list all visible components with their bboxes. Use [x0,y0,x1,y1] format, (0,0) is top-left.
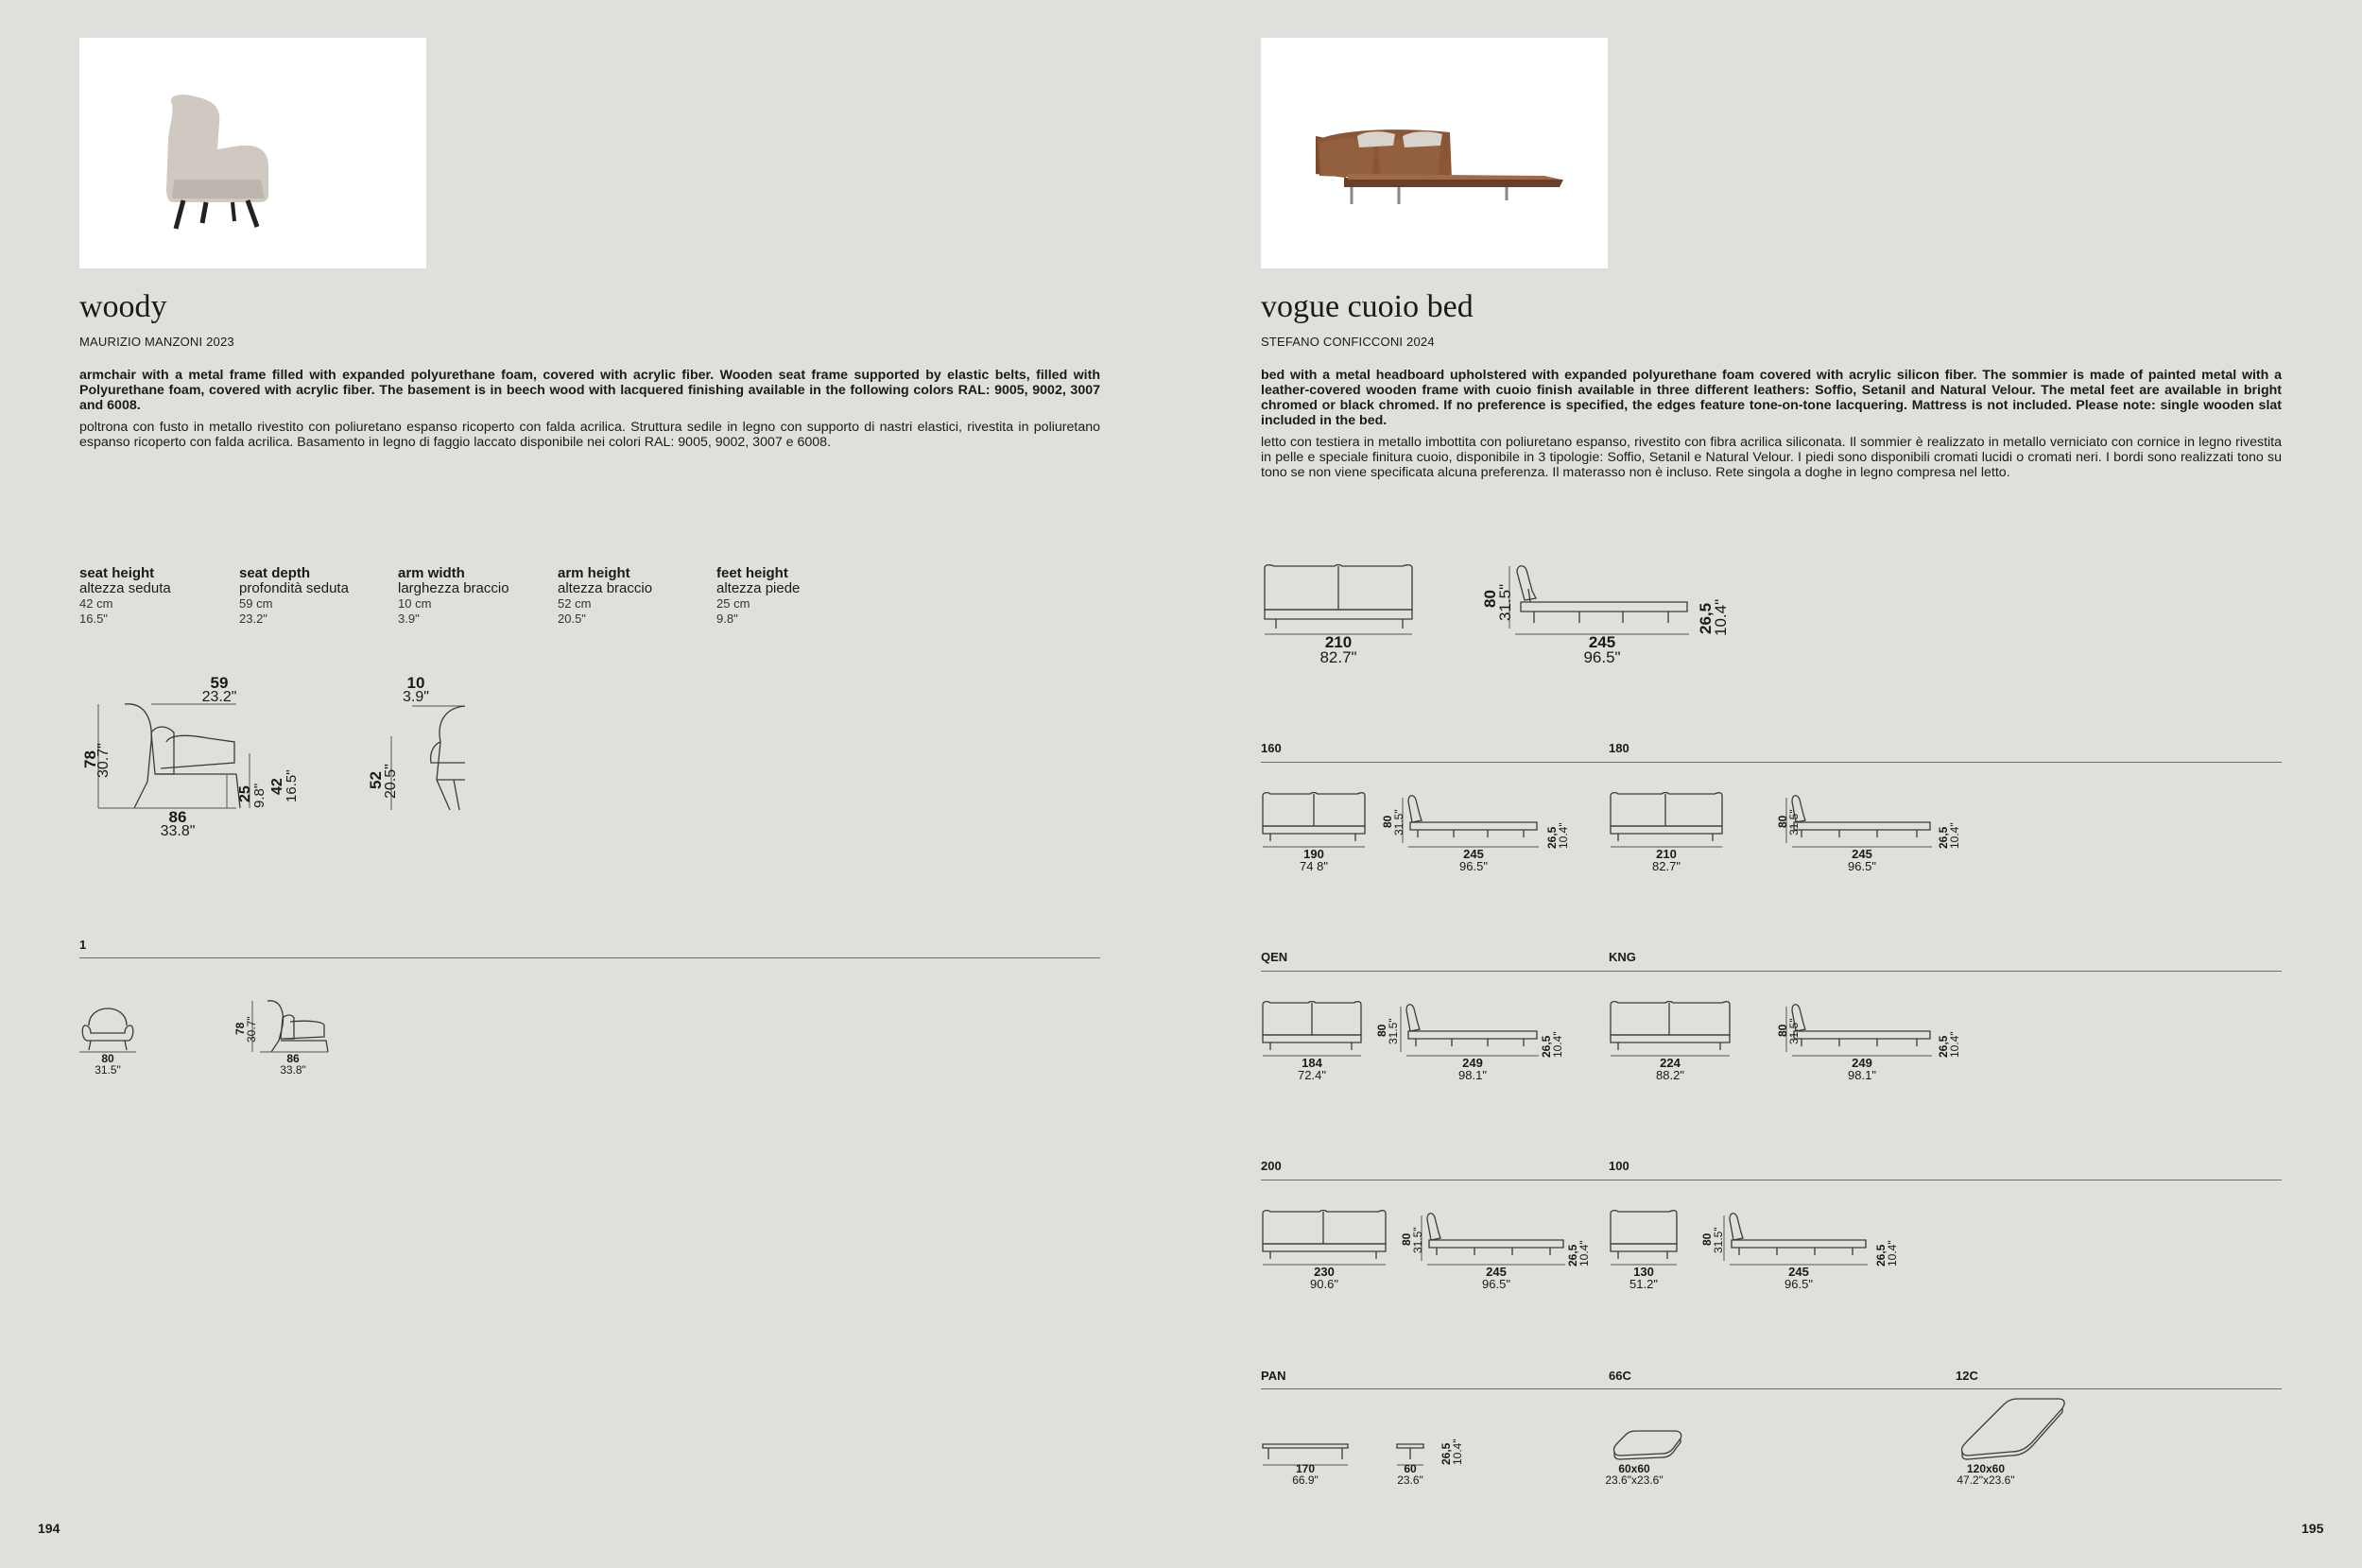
bed-variant-200 [1261,1210,1601,1304]
head-height-in: 31.5" [1496,583,1514,621]
c12-size-cm: 120x60 [1966,1462,2006,1475]
designer-credit: MAURIZIO MANZONI 2023 [79,335,234,349]
side-height-cm: 26,5 [1937,826,1950,849]
length-cm: 245 [1463,847,1484,861]
length-in: 98.1" [1458,1068,1487,1082]
side-height-in: 10.4" [1557,822,1570,849]
depth-in: 33.8" [280,1063,306,1077]
description-english: armchair with a metal frame filled with expanded polyurethane foam, covered with acrylic fiber. Wooden seat frame supported by elastic belts, filled with Polyurethane foam, covered with acrylic fiber. The basement is in beech wood with lacquered finishing available in the following colors RAL: 9005, 9002, 3007 and 6008. [79,368,1100,413]
length-cm: 249 [1462,1056,1483,1070]
spec-seat-depth [239,566,349,627]
height-cm: 78 [81,750,99,768]
spec-cm: 42 cm [79,596,113,611]
length-in: 96.5" [1784,1277,1813,1291]
head-height-in: 31.5" [1387,1018,1400,1044]
seat-height-cm: 42 [269,778,285,795]
length-cm: 245 [1588,633,1616,651]
pan-height-in: 10.4" [1451,1439,1464,1465]
bed-variant-160 [1261,792,1601,887]
cushion-12c-diagram [1953,1395,2076,1493]
bed-variant-180 [1609,792,1961,887]
head-height-cm: 80 [1400,1232,1413,1246]
bed-front-diagram [1261,562,1422,676]
armchair-side-icon [232,997,331,1082]
head-height-cm: 80 [1776,815,1789,828]
armchair-front-icon [79,997,136,1082]
head-height-cm: 80 [1481,590,1499,608]
side-height-cm: 26,5 [1937,1035,1950,1058]
head-height-cm: 80 [1700,1232,1714,1246]
width-in: 74 8" [1300,859,1328,873]
spec-inches: 3.9" [398,612,420,626]
width-cm: 210 [1324,633,1353,651]
width-cm: 210 [1656,847,1677,861]
side-height-in: 10.4" [1948,822,1961,849]
bed-photo [1261,38,1608,268]
height-cm: 78 [233,1022,247,1035]
side-height-in: 10.4" [1886,1240,1899,1266]
product-title: woody [79,289,167,324]
bed-variant-kng [1609,1001,1961,1095]
c66-size-in: 23.6"x23.6" [1605,1473,1664,1487]
feet-height-cm: 25 [237,785,253,802]
height-in: 30.7" [245,1016,258,1042]
section-label: 66C [1609,1369,1631,1383]
section-label: KNG [1609,950,1636,964]
spec-label: feet height [716,565,788,581]
length-in: 96.5" [1459,859,1488,873]
length-cm: 245 [1788,1265,1809,1279]
head-height-in: 31.5" [1712,1227,1725,1253]
spec-label: arm height [558,565,630,581]
length-cm: 249 [1852,1056,1872,1070]
pan-depth-cm: 60 [1404,1462,1417,1475]
spec-arm-width [398,566,509,627]
section-label: QEN [1261,950,1288,964]
section-label: 160 [1261,741,1282,755]
c66-size-cm: 60x60 [1618,1462,1650,1475]
head-height-in: 31.5" [1411,1227,1424,1253]
spec-sublabel: profondità seduta [239,580,349,596]
spec-sublabel: altezza piede [716,580,801,596]
bed-side-diagram [1479,562,1753,676]
length-in: 96.5" [1583,648,1621,666]
width-cm: 190 [1303,847,1324,861]
spec-label: arm width [398,565,465,581]
bed-variant-100 [1609,1210,1921,1304]
length-in: 98.1" [1848,1068,1876,1082]
width-cm: 184 [1302,1056,1322,1070]
description-italian: letto con testiera in metallo imbottita con poliuretano espanso, rivestito con fibra acrilica siliconata. Il sommier è realizzato in metallo verniciato con cornice in legno rivestita in pelle e speciale finitura cuoio, disponibile in 3 tipologie: Soffio, Setanil e Natural Velour. I piedi sono disponibili cromati lucidi o cromati neri. I bordi sono realizzati tono su tono se non viene specificata alcuna preferenza. Il materasso non è incluso. Rete singola a doghe in legno compresa nel letto. [1261,435,2282,480]
depth-top-in: 23.2" [201,689,237,705]
depth-cm: 86 [286,1052,300,1065]
designer-credit: STEFANO CONFICCONI 2024 [1261,335,1435,349]
section-label: 1 [79,938,87,952]
width-in: 31.5" [95,1063,121,1077]
width-in: 72.4" [1298,1068,1326,1082]
side-height-in: 10.4" [1948,1031,1961,1058]
depth-cm: 86 [168,808,187,826]
section-label: 100 [1609,1159,1629,1173]
arm-height-cm: 52 [367,771,385,789]
spec-inches: 20.5" [558,612,586,626]
spec-cm: 10 cm [398,596,432,611]
side-height-cm: 26,5 [1540,1035,1553,1058]
width-in: 82.7" [1319,648,1357,666]
feet-height-in: 9.8" [251,783,267,808]
bed-variant-qen [1261,1001,1601,1095]
section-label: 200 [1261,1159,1282,1173]
side-height-cm: 26,5 [1697,602,1715,634]
side-height-cm: 26,5 [1545,826,1559,849]
spec-label: seat depth [239,565,311,581]
head-height-in: 31.5" [1787,1018,1801,1044]
spec-seat-height [79,566,171,627]
length-cm: 245 [1486,1265,1507,1279]
page-number: 194 [38,1521,60,1536]
spec-arm-height [558,566,652,627]
spec-cm: 25 cm [716,596,750,611]
depth-top-cm: 59 [210,674,229,692]
spec-feet-height [716,566,800,627]
description-italian: poltrona con fusto in metallo rivestito con poliuretano espanso ricoperto con falda acrilica. Struttura sedile in legno con supporto di nastri elastici, rivestita in poliuretano espanso ricoperto con falda acrilica. Basamento in legno di faggio laccato disponibile nei colori RAL: 9005, 9002, 3007 e 6008. [79,420,1100,450]
width-cm: 130 [1633,1265,1654,1279]
section-label: PAN [1261,1369,1286,1383]
depth-in: 33.8" [160,823,196,839]
width-cm: 224 [1660,1056,1681,1070]
head-height-in: 31.5" [1787,809,1801,836]
width-cm: 230 [1314,1265,1335,1279]
width-in: 88.2" [1656,1068,1684,1082]
width-in: 51.2" [1629,1277,1658,1291]
spec-inches: 23.2" [239,612,267,626]
side-height-in: 10.4" [1551,1031,1564,1058]
spec-cm: 52 cm [558,596,592,611]
head-height-cm: 80 [1776,1024,1789,1037]
height-in: 30.7" [95,743,112,778]
armchair-photo [79,38,426,268]
arm-width-cm: 10 [406,674,425,692]
width-in: 90.6" [1310,1277,1338,1291]
section-divider [79,957,1100,958]
length-in: 96.5" [1848,859,1876,873]
spec-sublabel: altezza braccio [558,580,653,596]
armchair-side-diagram [76,676,321,841]
side-height-in: 10.4" [1712,598,1730,636]
spec-sublabel: larghezza braccio [398,580,509,596]
section-divider [1261,971,2282,972]
pan-width-in: 66.9" [1292,1473,1319,1487]
product-title: vogue cuoio bed [1261,289,1474,324]
seat-height-in: 16.5" [284,769,300,802]
cushion-66c-diagram [1605,1427,1690,1493]
spec-label: seat height [79,565,155,581]
head-height-cm: 80 [1381,815,1394,828]
description-english: bed with a metal headboard upholstered with expanded polyurethane foam covered with acrylic silicon fiber. The sommier is made of painted metal with a leather-covered wooden frame with cuoio finish available in three different leathers: Soffio, Setanil and Natural Velour. The metal feet are available in bright chromed or black chromed. If no preference is specified, the edges feature tone-on-tone lacquering. Mattress is not included. Please note: single wooden slat included in the bed. [1261,368,2282,428]
pan-width-cm: 170 [1295,1462,1316,1475]
pan-diagram [1261,1427,1478,1493]
spec-inches: 9.8" [716,612,738,626]
spec-cm: 59 cm [239,596,273,611]
armchair-front-diagram [359,676,482,818]
width-in: 82.7" [1652,859,1681,873]
width-cm: 80 [101,1052,114,1065]
c12-size-in: 47.2"x23.6" [1957,1473,2015,1487]
head-height-cm: 80 [1375,1024,1388,1037]
arm-height-in: 20.5" [383,764,399,799]
section-divider [1261,1388,2282,1389]
head-height-in: 31.5" [1392,809,1405,836]
arm-width-in: 3.9" [403,689,429,705]
spec-inches: 16.5" [79,612,108,626]
side-height-cm: 26,5 [1566,1244,1579,1266]
pan-height-cm: 26,5 [1440,1442,1453,1465]
spec-sublabel: altezza seduta [79,580,171,596]
side-height-cm: 26,5 [1874,1244,1888,1266]
pan-depth-in: 23.6" [1397,1473,1423,1487]
side-height-in: 10.4" [1578,1240,1591,1266]
section-label: 12C [1956,1369,1978,1383]
section-divider [1261,762,2282,763]
length-cm: 245 [1852,847,1872,861]
section-label: 180 [1609,741,1629,755]
length-in: 96.5" [1482,1277,1510,1291]
page-number: 195 [2302,1521,2324,1536]
